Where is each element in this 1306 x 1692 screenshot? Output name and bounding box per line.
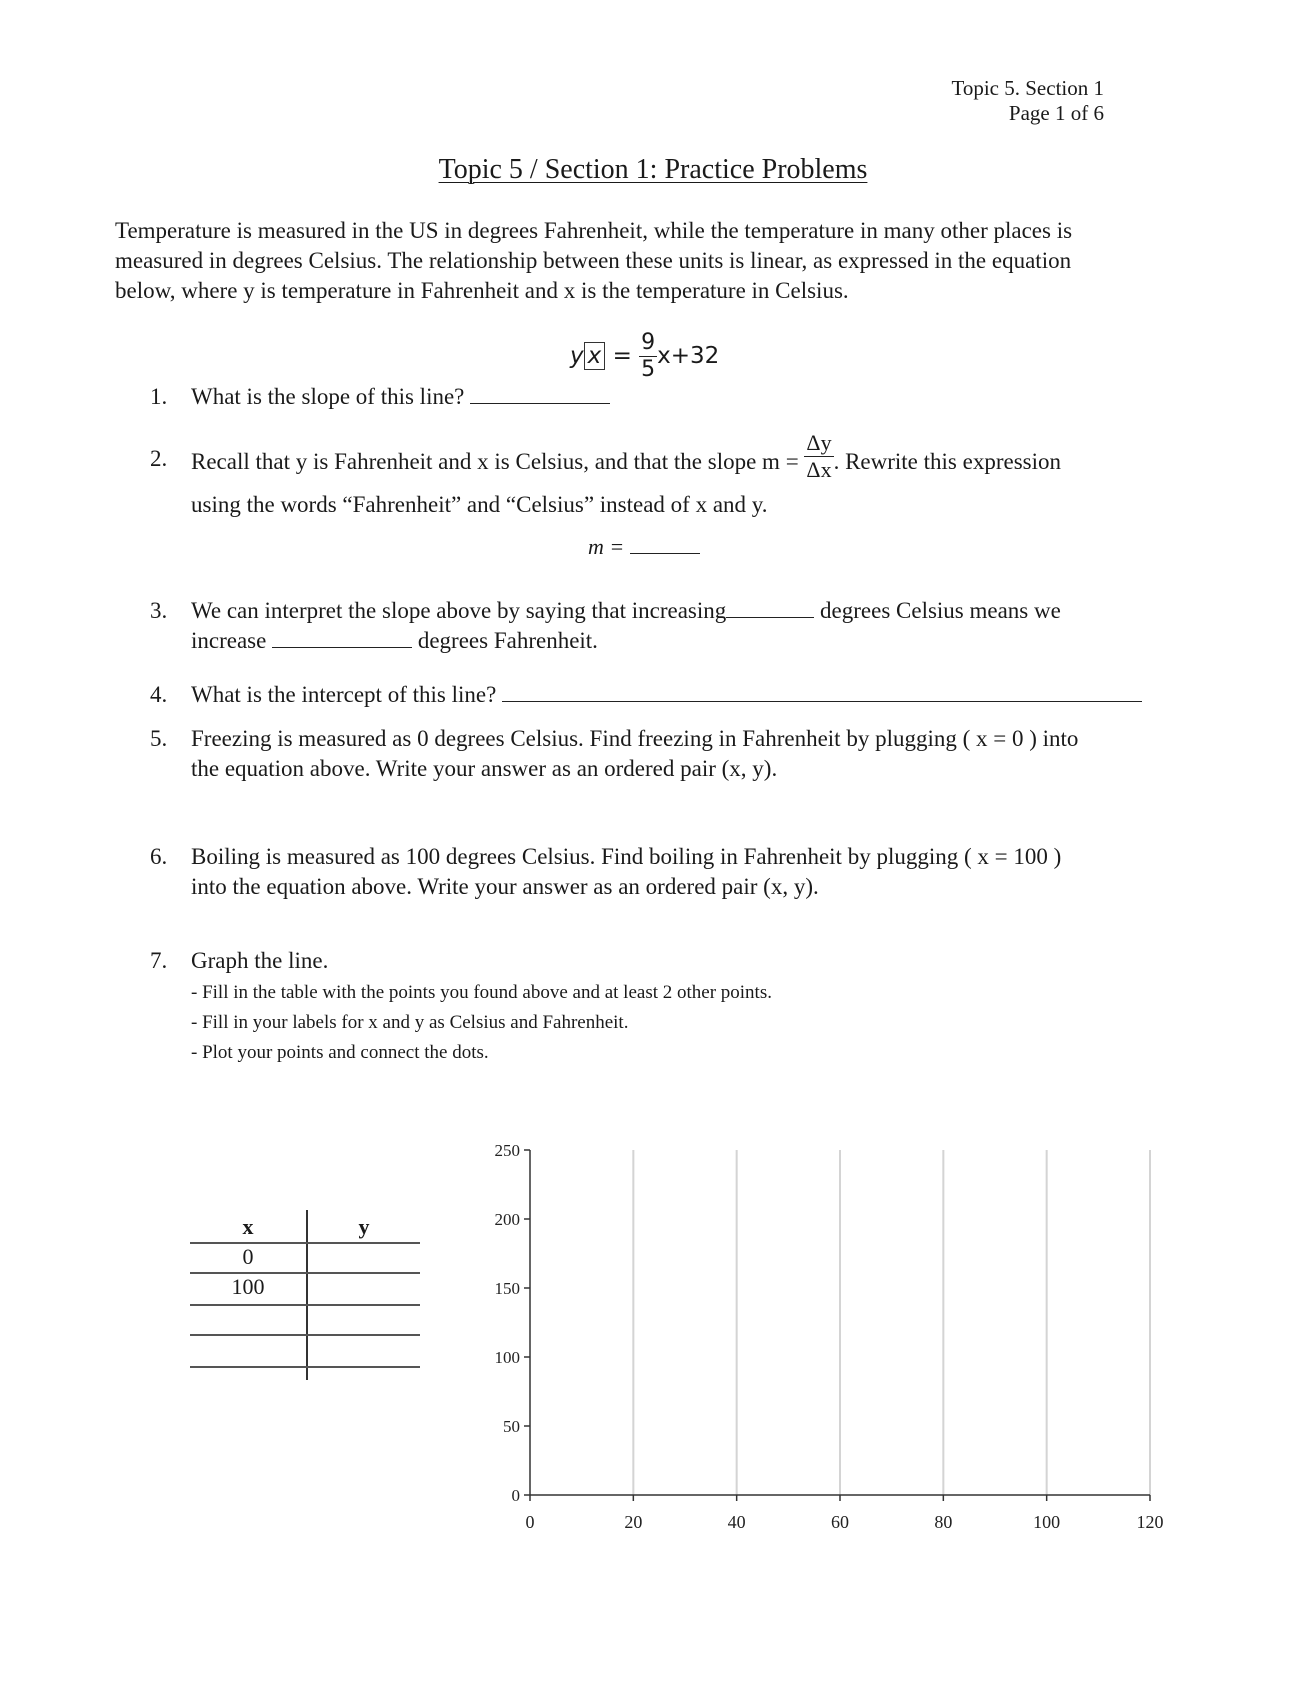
answer-blank[interactable]: [630, 541, 700, 554]
y-tick-label: 50: [503, 1417, 520, 1436]
header-topic: Topic 5. Section 1: [951, 76, 1104, 100]
x-tick-label: 100: [1033, 1512, 1061, 1532]
m-answer: m =: [588, 534, 700, 560]
page-title: Topic 5 / Section 1: Practice Problems: [438, 154, 868, 185]
answer-blank[interactable]: [502, 681, 1142, 702]
x-tick-label: 80: [934, 1512, 953, 1532]
x-tick-label: 120: [1136, 1512, 1164, 1532]
page-header: [951, 76, 1104, 126]
x-tick-label: 0: [525, 1512, 535, 1532]
x-tick-label: 40: [727, 1512, 746, 1532]
answer-blank[interactable]: [726, 597, 814, 618]
intro-paragraph: Temperature is measured in the US in degrees Fahrenheit, while the temperature in many other places is measured in degrees Celsius. The relationship between these units is linear, as expressed in the equation below, where y is temperature in Fahrenheit and x is the temperature in Celsius.: [115, 218, 1073, 303]
y-tick-label: 200: [494, 1210, 520, 1229]
slope-fraction: $\frac{\Delta y}{\Delta x}$: [806, 430, 832, 482]
y-tick-label: 0: [511, 1486, 520, 1505]
equation-fraction: $\frac{9}{5}$: [641, 330, 656, 382]
equation: y x = $\frac{9}{5}$ x+32: [570, 330, 720, 382]
header-page-number: Page 1 of 6: [1008, 101, 1104, 125]
y-tick-label: 100: [494, 1348, 520, 1367]
table-row[interactable]: 0: [242, 1244, 254, 1269]
table-row[interactable]: 100: [231, 1274, 265, 1299]
table-header-row: x y: [242, 1214, 370, 1239]
empty-graph[interactable]: [470, 1138, 1190, 1538]
answer-blank[interactable]: [272, 627, 412, 648]
y-tick-label: 250: [494, 1141, 520, 1160]
answer-blank[interactable]: [470, 383, 610, 404]
x-tick-label: 60: [831, 1512, 849, 1532]
x-tick-label: 20: [624, 1512, 643, 1532]
y-tick-label: 150: [494, 1279, 520, 1298]
table-row[interactable]: [190, 1336, 420, 1368]
